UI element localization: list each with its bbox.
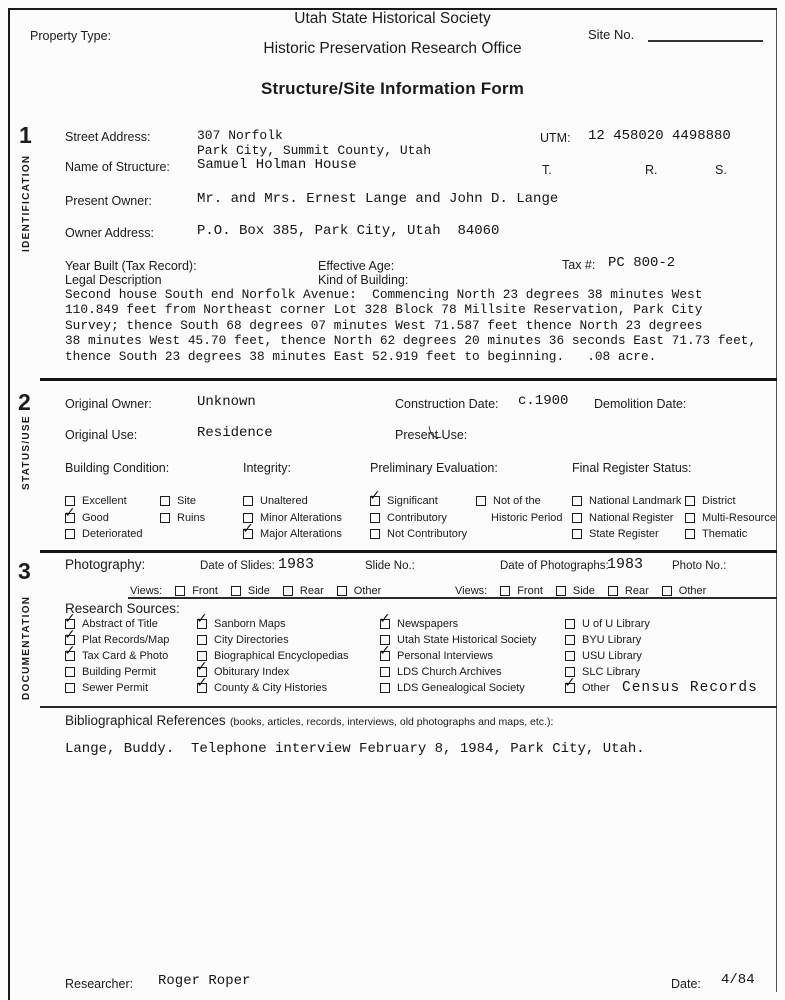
checkbox-label: Excellent [82,495,127,508]
cb-thematic [685,526,776,543]
checkbox-icon [380,683,390,693]
checkbox-icon [565,619,575,629]
cb-site [160,493,205,510]
checkbox-label: Utah State Historical Society [397,634,537,646]
integrity-label: Integrity: [243,461,291,475]
slide-no-label: Slide No.: [365,560,415,572]
checkbox-label: Obiturary Index [214,666,290,678]
checkbox-icon [565,683,575,693]
cb-lds-church-archives [380,664,536,680]
checkbox-icon [197,683,207,693]
not-of-historic-period-checkbox [476,493,563,526]
original-use-label: Original Use: [65,428,138,442]
date-of-photographs-value: 1983 [607,556,644,573]
cb-slc-library [565,664,650,680]
views-underline [128,597,777,599]
cb-tax-card-photo [65,648,169,664]
checkbox-icon [370,496,380,506]
checkbox-icon [380,667,390,677]
biblio-label: Bibliographical References [65,713,226,728]
building-condition-label: Building Condition: [65,461,170,475]
tax-number-value: PC 800-2 [608,255,676,271]
researcher-label: Researcher: [65,977,134,991]
photography-label: Photography: [65,557,146,572]
checkbox-label: Side [247,585,270,597]
checkbox-label: Not of the [493,495,541,508]
checkbox-label: Abstract of Title [82,618,158,630]
checkbox-icon [175,586,185,596]
name-of-structure-value: Samuel Holman House [197,157,357,173]
checkbox-label: Minor Alterations [260,511,342,524]
site-no-label: Site No. [588,27,635,42]
page-border-left [8,8,10,1000]
photo-no-label: Photo No.: [672,560,727,572]
present-owner-value: Mr. and Mrs. Ernest Lange and John D. Lange [197,191,559,207]
present-owner-label: Present Owner: [65,194,152,208]
checkbox-icon [572,529,582,539]
checkbox-icon [380,651,390,661]
checkbox-label: National Landmark [589,495,682,508]
original-owner-value: Unknown [197,394,256,410]
cb-county-city-histories [197,680,349,696]
biblio-header [65,712,553,730]
legal-description-value [65,287,756,364]
cb-newspapers [380,616,536,632]
checkbox-icon [608,586,618,596]
checkbox-label: BYU Library [582,634,642,646]
section-label: S. [715,163,727,177]
cb-sanborn-maps [197,616,349,632]
checkbox-label: Other [353,585,382,597]
section2-number: 2 [18,389,31,415]
cb-not-contributory [370,526,467,543]
checkbox-label: Contributory [387,511,447,524]
tax-number-label: Tax #: [562,258,596,272]
checkbox-label: SLC Library [582,666,641,678]
checkbox-label: Not Contributory [387,528,468,541]
checkbox-label: Front [192,585,218,597]
other-source-value: Census Records [622,680,758,696]
checkbox-icon [243,496,253,506]
checkbox-label: Good [82,511,109,524]
owner-address-label: Owner Address: [65,226,154,240]
register1-checkbox-group [572,493,681,543]
checkbox-icon [572,496,582,506]
cb-utah-state-historical-society [380,632,536,648]
checkbox-icon [685,496,695,506]
cb-personal-interviews [380,648,536,664]
checkbox-label: Sewer Permit [82,682,149,694]
cb-significant [370,493,467,510]
street-address-label: Street Address: [65,130,151,144]
views-label: Views: [455,585,488,597]
checkbox-icon [231,586,241,596]
utm-value: 12 458020 4498880 [588,128,731,144]
biblio-sublabel: (books, articles, records, interviews, old photographs and maps, etc.): [230,716,554,728]
checkbox-label: Sanborn Maps [214,618,286,630]
section2-side-label: STATUS/USE [21,415,32,490]
sources-column-2 [197,616,349,696]
checkbox-label: Significant [387,495,438,508]
checkbox-label: County & City Histories [214,682,328,694]
effective-age-label: Effective Age: [318,259,395,273]
section1-side-label: IDENTIFICATION [21,154,32,252]
office-title: Historic Preservation Research Office [263,40,522,57]
checkbox-icon [197,619,207,629]
present-use-label: Present Use: [395,428,468,442]
section-divider-1 [40,378,777,381]
checkbox-label: Other [678,585,707,597]
sources-column-3 [380,616,536,696]
checkbox-icon [65,683,75,693]
checkbox-label: State Register [589,528,659,541]
biblio-value: Lange, Buddy. Telephone interview February 8, 1984, Park City, Utah. [65,741,645,757]
street-address-value-line2: Park City, Summit County, Utah [197,143,432,158]
checkbox-label: Thematic [702,528,748,541]
evaluation-checkbox-group [370,493,467,543]
sources-column-1 [65,616,169,696]
checkbox-label: Front [517,585,543,597]
cb-byu-library [565,632,650,648]
register2-checkbox-group [685,493,776,543]
cb-obiturary-index [197,664,349,680]
sources-underline [40,706,777,708]
construction-date-label: Construction Date: [395,397,499,411]
checkbox-label: Building Permit [82,666,156,678]
date-label: Date: [671,977,701,991]
checkbox-label: U of U Library [582,618,650,630]
cb-national-register [572,510,681,527]
checkbox-icon [243,529,253,539]
cb-biographical-encyclopedias [197,648,349,664]
original-owner-label: Original Owner: [65,397,152,411]
checkbox-label: Ruins [177,511,206,524]
checkbox-label: National Register [589,511,674,524]
org-title: Utah State Historical Society [294,10,491,27]
checkbox-icon [370,513,380,523]
checkbox-label: Site [177,495,196,508]
construction-date-value: c.1900 [518,393,569,409]
checkbox-icon [65,651,75,661]
checkbox-icon [65,667,75,677]
cb-district [685,493,776,510]
checkbox-icon [197,635,207,645]
checkbox-icon [572,513,582,523]
historic-period-label-row [476,510,563,527]
section-divider-2 [40,550,777,553]
checkbox-icon [685,529,695,539]
checkbox-label: Rear [299,585,324,597]
checkbox-icon [65,513,75,523]
date-of-photographs-label: Date of Photographs: [500,560,609,572]
cb-city-directories [197,632,349,648]
checkbox-icon [160,496,170,506]
date-value: 4/84 [721,972,755,988]
checkbox-icon [565,651,575,661]
cb-ruins [160,510,205,527]
checkbox-label: Personal Interviews [397,650,493,662]
checkbox-label: Other [582,682,610,694]
checkbox-icon [500,586,510,596]
checkbox-label: LDS Church Archives [397,666,502,678]
checkbox-label: USU Library [582,650,642,662]
checkbox-icon [685,513,695,523]
owner-address-value: P.O. Box 385, Park City, Utah 84060 [197,223,500,239]
checkbox-label: Major Alterations [260,528,342,541]
cb-contributory [370,510,467,527]
checkbox-label: Newspapers [397,618,459,630]
cb-national-landmark [572,493,681,510]
checkbox-label: Side [572,585,595,597]
date-of-slides-label: Date of Slides: [200,560,275,572]
research-sources-label: Research Sources: [65,601,180,616]
checkbox-label: Unaltered [260,495,308,508]
checkbox-label: Tax Card & Photo [82,650,169,662]
checkbox-label: Rear [624,585,649,597]
cb-not-of-the [476,493,563,510]
cb-abstract-of-title [65,616,169,632]
checkbox-icon [662,586,672,596]
final-register-status-label: Final Register Status: [572,461,692,475]
condition-checkbox-group [65,493,143,543]
checkbox-icon [380,619,390,629]
legal-line: Second house South end Norfolk Avenue: Commencing North 23 degrees 38 minutes West [65,287,703,302]
cb-major-alterations [243,526,342,543]
form-title: Structure/Site Information Form [260,79,525,98]
property-type-label: Property Type: [30,29,112,43]
cb-deteriorated [65,526,143,543]
year-built-label: Year Built (Tax Record): [65,259,197,273]
demolition-date-label: Demolition Date: [594,397,687,411]
checkbox-label: Multi-Resource [702,511,776,524]
legal-line: Survey; thence South 68 degrees 07 minutes West 71.587 feet thence North 23 degrees [65,317,703,333]
name-of-structure-label: Name of Structure: [65,160,170,174]
checkbox-label: Plat Records/Map [82,634,170,646]
checkbox-label: District [702,495,736,508]
legal-line: 38 minutes West 45.70 feet, thence North 62 degrees 20 minutes 36 seconds East 71.73 feet, [65,333,757,349]
cb-unaltered [243,493,342,510]
integrity-checkbox-group [243,493,342,543]
researcher-value: Roger Roper [158,973,251,989]
checkbox-label: Historic Period [491,511,563,524]
cb-excellent [65,493,143,510]
section1-number: 1 [19,122,32,148]
legal-line: 110.849 feet from Northeast corner Lot 328 Block 78 Millsite Reservation, Park City [65,302,703,318]
legal-line: thence South 23 degrees 38 minutes East 52.919 feet to beginning. .08 acre. [65,348,657,364]
section3-number: 3 [18,558,31,584]
kind-of-building-label: Kind of Building: [318,273,409,287]
cb-plat-records-map [65,632,169,648]
cb-good [65,510,143,527]
cb-state-register [572,526,681,543]
township-label: T. [542,163,552,177]
section3-side-label: DOCUMENTATION [21,595,32,700]
cb-multi-resource [685,510,776,527]
checkbox-label: Biographical Encyclopedias [214,650,349,662]
checkbox-label: Deteriorated [82,528,143,541]
site-ruins-checkbox-group [160,493,205,526]
utm-label: UTM: [540,131,571,145]
checkbox-label: LDS Genealogical Society [397,682,525,694]
preliminary-evaluation-label: Preliminary Evaluation: [370,461,498,475]
date-of-slides-value: 1983 [278,556,315,573]
cb-usu-library [565,648,650,664]
cb-building-permit [65,664,169,680]
checkbox-label: City Directories [214,634,289,646]
checkbox-icon [565,635,575,645]
original-use-value: Residence [197,425,273,441]
checkbox-icon [283,586,293,596]
checkbox-icon [337,586,347,596]
checkbox-icon [370,529,380,539]
cb-sewer-permit [65,680,169,696]
cb-lds-genealogical-society [380,680,536,696]
views-label: Views: [130,585,163,597]
checkbox-icon [160,513,170,523]
cb-u-of-u-library [565,616,650,632]
checkbox-icon [556,586,566,596]
checkbox-icon [65,529,75,539]
legal-description-label: Legal Description [65,273,162,287]
checkbox-icon [476,496,486,506]
range-label: R. [645,163,658,177]
street-address-value-line1: 307 Norfolk [197,128,283,143]
cb-minor-alterations [243,510,342,527]
